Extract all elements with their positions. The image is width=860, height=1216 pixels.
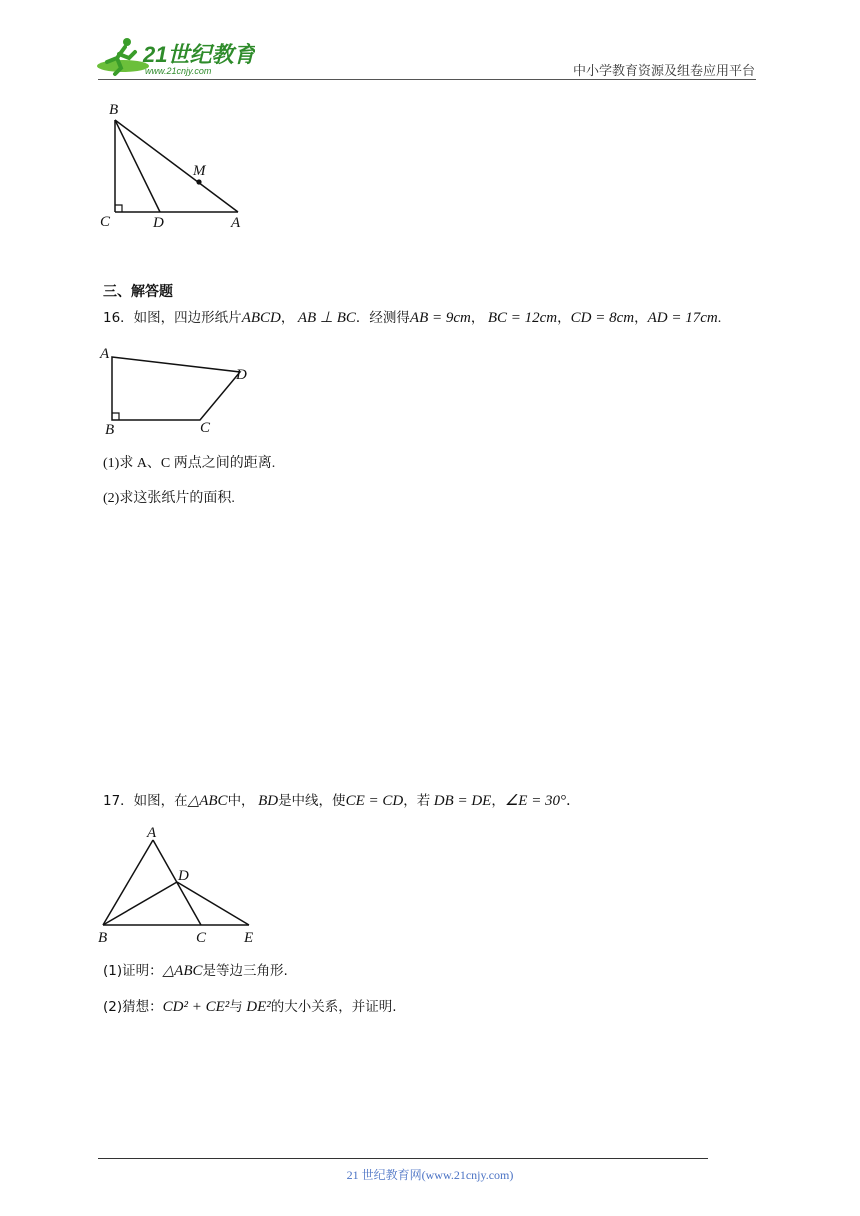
vertex-label-b: B bbox=[98, 930, 108, 946]
svg-text:21世纪教育: 21世纪教育 bbox=[143, 42, 255, 67]
triangle-figure-abce bbox=[95, 822, 265, 947]
vertex-label-a: A bbox=[100, 346, 110, 362]
point-label-m: M bbox=[193, 163, 206, 179]
triangle-figure-bcda bbox=[95, 98, 255, 233]
footer-divider bbox=[98, 1158, 708, 1159]
question-16-part-2: (2)求这张纸片的面积. bbox=[103, 491, 235, 506]
vertex-label-d: D bbox=[236, 367, 247, 383]
point-label-d: D bbox=[178, 868, 189, 884]
site-logo bbox=[95, 36, 255, 78]
quadrilateral-figure-abcd bbox=[95, 340, 265, 440]
svg-text:www.21cnjy.com: www.21cnjy.com bbox=[145, 66, 212, 76]
vertex-label-c: C bbox=[100, 214, 111, 230]
question-17-part-2: (2)猜想：CD² + CE²与 DE²的大小关系，并证明. bbox=[103, 999, 397, 1015]
question-16-stem: 16．如图，四边形纸片ABCD， AB ⊥ BC．经测得AB = 9cm， BC = 12cm，CD = 8cm，AD = 17cm. bbox=[103, 310, 722, 326]
vertex-label-b: B bbox=[109, 102, 119, 118]
vertex-label-a: A bbox=[147, 825, 157, 841]
question-17-part-1: (1)证明：△ABC是等边三角形. bbox=[103, 963, 288, 979]
header-divider bbox=[98, 79, 756, 80]
question-17-stem: 17．如图，在△ABC中， BD是中线，使CE = CD，若 DB = DE，∠E = 30°． bbox=[103, 793, 581, 809]
vertex-label-b: B bbox=[105, 422, 115, 438]
runner-logo-icon bbox=[95, 36, 255, 78]
vertex-label-a: A bbox=[231, 215, 241, 231]
footer-site-link[interactable]: 21 世纪教育网(www.21cnjy.com) bbox=[346, 1168, 514, 1182]
platform-title: 中小学教育资源及组卷应用平台 bbox=[572, 64, 755, 79]
point-label-e: E bbox=[244, 930, 254, 946]
question-16-part-1: (1)求 A、C 两点之间的距离. bbox=[103, 456, 276, 471]
point-label-d: D bbox=[153, 215, 164, 231]
vertex-label-c: C bbox=[200, 420, 211, 436]
vertex-label-c: C bbox=[196, 930, 207, 946]
section-title: 三、解答题 bbox=[103, 284, 173, 300]
